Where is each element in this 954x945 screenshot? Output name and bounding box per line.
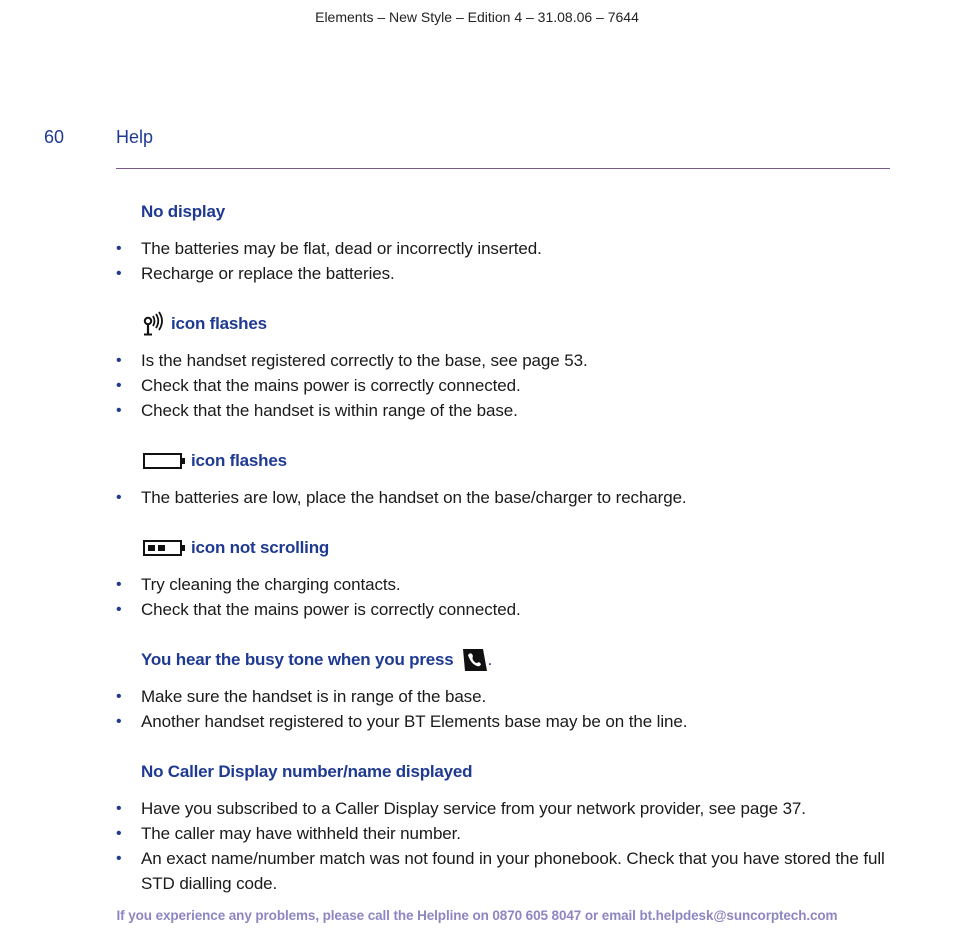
bullet-list bbox=[116, 236, 896, 286]
item-text: Is the handset registered correctly to the base, see page 53. bbox=[141, 351, 588, 370]
bullet-icon: • bbox=[116, 377, 122, 394]
item-text: Check that the mains power is correctly connected. bbox=[141, 600, 521, 619]
bullet-icon: • bbox=[116, 825, 122, 842]
heading-text: icon flashes bbox=[171, 314, 267, 333]
help-section-no-display bbox=[116, 200, 896, 286]
section-title: Help bbox=[116, 127, 154, 147]
section-heading bbox=[141, 760, 896, 784]
bullet-icon: • bbox=[116, 489, 122, 506]
bullet-icon: • bbox=[116, 688, 122, 705]
help-content bbox=[116, 200, 896, 896]
list-item bbox=[116, 261, 896, 286]
help-section-busy-tone bbox=[116, 648, 896, 734]
help-section-caller-display bbox=[116, 760, 896, 896]
bullet-icon: • bbox=[116, 265, 122, 282]
battery-empty-icon bbox=[143, 452, 186, 470]
bullet-icon: • bbox=[116, 601, 122, 618]
list-item bbox=[116, 373, 896, 398]
list-item bbox=[116, 236, 896, 261]
item-text: Try cleaning the charging contacts. bbox=[141, 575, 401, 594]
list-item bbox=[116, 597, 896, 622]
list-item bbox=[116, 821, 896, 846]
section-heading bbox=[141, 648, 896, 672]
heading-text: No Caller Display number/name displayed bbox=[141, 762, 473, 781]
heading-text: icon flashes bbox=[191, 451, 287, 470]
item-text: Recharge or replace the batteries. bbox=[141, 264, 395, 283]
help-section-antenna bbox=[116, 312, 896, 423]
bullet-list bbox=[116, 348, 896, 423]
heading-text: You hear the busy tone when you press bbox=[141, 650, 454, 669]
bullet-icon: • bbox=[116, 240, 122, 257]
list-item bbox=[116, 572, 896, 597]
bullet-icon: • bbox=[116, 352, 122, 369]
section-heading bbox=[143, 536, 896, 560]
document-header: Elements – New Style – Edition 4 – 31.08.06 – 7644 bbox=[315, 9, 639, 25]
section-heading bbox=[141, 200, 896, 224]
list-item bbox=[116, 796, 896, 821]
list-item bbox=[116, 846, 896, 896]
item-text: Check that the mains power is correctly connected. bbox=[141, 376, 521, 395]
bullet-icon: • bbox=[116, 576, 122, 593]
section-heading bbox=[143, 449, 896, 473]
bullet-icon: • bbox=[116, 850, 122, 867]
heading-text: icon not scrolling bbox=[191, 538, 330, 557]
footer-helpline: If you experience any problems, please call the Helpline on 0870 605 8047 or email bt.helpdesk@suncorptech.com bbox=[116, 908, 838, 923]
bullet-icon: • bbox=[116, 713, 122, 730]
bullet-list bbox=[116, 485, 896, 510]
item-text: An exact name/number match was not found in your phonebook. Check that you have stored the full STD dialling code. bbox=[141, 849, 885, 893]
item-text: Have you subscribed to a Caller Display service from your network provider, see page 37. bbox=[141, 799, 806, 818]
bullet-icon: • bbox=[116, 402, 122, 419]
list-item bbox=[116, 398, 896, 423]
list-item bbox=[116, 709, 896, 734]
antenna-signal-icon bbox=[141, 311, 165, 337]
bullet-list bbox=[116, 684, 896, 734]
help-section-battery-empty bbox=[116, 449, 896, 510]
page-number: 60 bbox=[44, 127, 65, 147]
item-text: The batteries may be flat, dead or incorrectly inserted. bbox=[141, 239, 542, 258]
header-rule bbox=[116, 168, 890, 169]
talk-key-icon bbox=[460, 647, 488, 673]
bullet-list bbox=[116, 572, 896, 622]
list-item bbox=[116, 348, 896, 373]
battery-partial-icon bbox=[143, 539, 186, 557]
item-text: The caller may have withheld their number. bbox=[141, 824, 461, 843]
list-item bbox=[116, 485, 896, 510]
bullet-icon: • bbox=[116, 800, 122, 817]
list-item bbox=[116, 684, 896, 709]
help-section-battery-scrolling bbox=[116, 536, 896, 622]
item-text: Another handset registered to your BT Elements base may be on the line. bbox=[141, 712, 688, 731]
item-text: Check that the handset is within range of the base. bbox=[141, 401, 518, 420]
heading-suffix: . bbox=[487, 650, 493, 669]
item-text: Make sure the handset is in range of the base. bbox=[141, 687, 487, 706]
item-text: The batteries are low, place the handset on the base/charger to recharge. bbox=[141, 488, 687, 507]
section-heading bbox=[141, 312, 896, 336]
heading-text: No display bbox=[141, 202, 225, 221]
bullet-list bbox=[116, 796, 896, 896]
